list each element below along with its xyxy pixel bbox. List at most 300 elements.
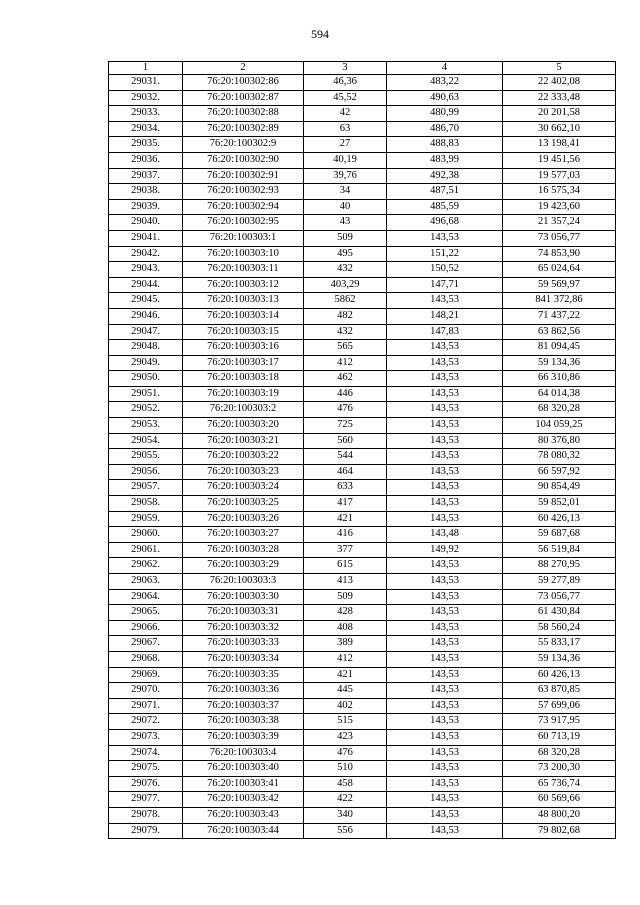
row-number-cell: 29066. — [109, 620, 183, 636]
row-number-cell: 29036. — [109, 152, 183, 168]
table-row — [109, 449, 616, 465]
row-number-cell: 29056. — [109, 464, 183, 480]
area-cell: 416 — [304, 527, 387, 543]
value-cell: 60 569,66 — [503, 792, 616, 808]
rate-cell: 143,53 — [387, 355, 503, 371]
area-cell: 633 — [304, 480, 387, 496]
rate-cell: 143,53 — [387, 714, 503, 730]
column-header: 4 — [387, 62, 503, 75]
cadastral-number-cell: 76:20:100303:19 — [183, 386, 304, 402]
value-cell: 64 014,38 — [503, 386, 616, 402]
table-row — [109, 511, 616, 527]
table-row — [109, 75, 616, 91]
row-number-cell: 29031. — [109, 75, 183, 91]
row-number-cell: 29037. — [109, 168, 183, 184]
cadastral-number-cell: 76:20:100302:88 — [183, 106, 304, 122]
table-row — [109, 371, 616, 387]
table-row — [109, 340, 616, 356]
table-row — [109, 386, 616, 402]
table-row — [109, 230, 616, 246]
column-header: 1 — [109, 62, 183, 75]
row-number-cell: 29076. — [109, 776, 183, 792]
rate-cell: 143,53 — [387, 340, 503, 356]
value-cell: 73 056,77 — [503, 230, 616, 246]
cadastral-number-cell: 76:20:100303:14 — [183, 308, 304, 324]
table-row — [109, 121, 616, 137]
cadastral-number-cell: 76:20:100303:39 — [183, 729, 304, 745]
value-cell: 61 430,84 — [503, 605, 616, 621]
area-cell: 421 — [304, 511, 387, 527]
area-cell: 428 — [304, 605, 387, 621]
table-row — [109, 729, 616, 745]
value-cell: 59 852,01 — [503, 496, 616, 512]
rate-cell: 143,53 — [387, 651, 503, 667]
row-number-cell: 29073. — [109, 729, 183, 745]
value-cell: 79 802,68 — [503, 823, 616, 839]
area-cell: 464 — [304, 464, 387, 480]
rate-cell: 490,63 — [387, 90, 503, 106]
cadastral-number-cell: 76:20:100302:89 — [183, 121, 304, 137]
value-cell: 16 575,34 — [503, 184, 616, 200]
cadastral-number-cell: 76:20:100303:38 — [183, 714, 304, 730]
cadastral-number-cell: 76:20:100303:17 — [183, 355, 304, 371]
rate-cell: 496,68 — [387, 215, 503, 231]
data-table — [108, 61, 616, 839]
rate-cell: 143,53 — [387, 792, 503, 808]
area-cell: 544 — [304, 449, 387, 465]
value-cell: 68 320,28 — [503, 745, 616, 761]
cadastral-number-cell: 76:20:100303:30 — [183, 589, 304, 605]
table-row — [109, 558, 616, 574]
cadastral-number-cell: 76:20:100303:24 — [183, 480, 304, 496]
cadastral-number-cell: 76:20:100303:33 — [183, 636, 304, 652]
rate-cell: 486,70 — [387, 121, 503, 137]
row-number-cell: 29055. — [109, 449, 183, 465]
row-number-cell: 29079. — [109, 823, 183, 839]
row-number-cell: 29047. — [109, 324, 183, 340]
value-cell: 56 519,84 — [503, 542, 616, 558]
rate-cell: 143,53 — [387, 480, 503, 496]
rate-cell: 492,38 — [387, 168, 503, 184]
cadastral-number-cell: 76:20:100303:37 — [183, 698, 304, 714]
area-cell: 340 — [304, 807, 387, 823]
table-row — [109, 605, 616, 621]
table-row — [109, 745, 616, 761]
area-cell: 458 — [304, 776, 387, 792]
rate-cell: 143,53 — [387, 667, 503, 683]
cadastral-number-cell: 76:20:100303:32 — [183, 620, 304, 636]
row-number-cell: 29032. — [109, 90, 183, 106]
cadastral-number-cell: 76:20:100303:4 — [183, 745, 304, 761]
value-cell: 59 569,97 — [503, 277, 616, 293]
area-cell: 27 — [304, 137, 387, 153]
row-number-cell: 29035. — [109, 137, 183, 153]
area-cell: 515 — [304, 714, 387, 730]
table-row — [109, 823, 616, 839]
rate-cell: 147,83 — [387, 324, 503, 340]
rate-cell: 143,53 — [387, 386, 503, 402]
row-number-cell: 29053. — [109, 418, 183, 434]
table-row — [109, 199, 616, 215]
area-cell: 408 — [304, 620, 387, 636]
value-cell: 57 699,06 — [503, 698, 616, 714]
cadastral-number-cell: 76:20:100303:16 — [183, 340, 304, 356]
value-cell: 22 333,48 — [503, 90, 616, 106]
area-cell: 40,19 — [304, 152, 387, 168]
table-row — [109, 651, 616, 667]
value-cell: 60 426,13 — [503, 667, 616, 683]
value-cell: 74 853,90 — [503, 246, 616, 262]
area-cell: 40 — [304, 199, 387, 215]
value-cell: 104 059,25 — [503, 418, 616, 434]
row-number-cell: 29069. — [109, 667, 183, 683]
row-number-cell: 29067. — [109, 636, 183, 652]
area-cell: 63 — [304, 121, 387, 137]
rate-cell: 143,53 — [387, 496, 503, 512]
row-number-cell: 29059. — [109, 511, 183, 527]
table-header — [109, 62, 616, 75]
area-cell: 509 — [304, 589, 387, 605]
row-number-cell: 29044. — [109, 277, 183, 293]
value-cell: 88 270,95 — [503, 558, 616, 574]
cadastral-number-cell: 76:20:100302:95 — [183, 215, 304, 231]
table-row — [109, 355, 616, 371]
area-cell: 725 — [304, 418, 387, 434]
table-row — [109, 402, 616, 418]
value-cell: 59 134,36 — [503, 651, 616, 667]
table-row — [109, 542, 616, 558]
rate-cell: 143,53 — [387, 807, 503, 823]
rate-cell: 483,22 — [387, 75, 503, 91]
cadastral-number-cell: 76:20:100303:43 — [183, 807, 304, 823]
row-number-cell: 29062. — [109, 558, 183, 574]
row-number-cell: 29054. — [109, 433, 183, 449]
area-cell: 412 — [304, 651, 387, 667]
rate-cell: 143,53 — [387, 418, 503, 434]
area-cell: 462 — [304, 371, 387, 387]
cadastral-number-cell: 76:20:100303:13 — [183, 293, 304, 309]
value-cell: 90 854,49 — [503, 480, 616, 496]
value-cell: 80 376,80 — [503, 433, 616, 449]
table-row — [109, 184, 616, 200]
rate-cell: 143,53 — [387, 605, 503, 621]
row-number-cell: 29075. — [109, 761, 183, 777]
area-cell: 615 — [304, 558, 387, 574]
rate-cell: 487,51 — [387, 184, 503, 200]
area-cell: 421 — [304, 667, 387, 683]
value-cell: 78 080,32 — [503, 449, 616, 465]
table-row — [109, 308, 616, 324]
cadastral-number-cell: 76:20:100303:44 — [183, 823, 304, 839]
rate-cell: 143,53 — [387, 761, 503, 777]
row-number-cell: 29068. — [109, 651, 183, 667]
value-cell: 48 800,20 — [503, 807, 616, 823]
value-cell: 59 687,68 — [503, 527, 616, 543]
table-row — [109, 698, 616, 714]
cadastral-number-cell: 76:20:100303:27 — [183, 527, 304, 543]
cadastral-number-cell: 76:20:100303:41 — [183, 776, 304, 792]
rate-cell: 143,53 — [387, 698, 503, 714]
value-cell: 13 198,41 — [503, 137, 616, 153]
cadastral-number-cell: 76:20:100302:86 — [183, 75, 304, 91]
column-header: 3 — [304, 62, 387, 75]
value-cell: 63 862,56 — [503, 324, 616, 340]
value-cell: 19 423,60 — [503, 199, 616, 215]
area-cell: 42 — [304, 106, 387, 122]
rate-cell: 143,53 — [387, 745, 503, 761]
rate-cell: 143,53 — [387, 574, 503, 590]
area-cell: 565 — [304, 340, 387, 356]
row-number-cell: 29060. — [109, 527, 183, 543]
row-number-cell: 29046. — [109, 308, 183, 324]
table-row — [109, 215, 616, 231]
cadastral-number-cell: 76:20:100303:34 — [183, 651, 304, 667]
table-row — [109, 574, 616, 590]
cadastral-number-cell: 76:20:100303:40 — [183, 761, 304, 777]
value-cell: 30 662,10 — [503, 121, 616, 137]
table-row — [109, 683, 616, 699]
value-cell: 19 577,03 — [503, 168, 616, 184]
area-cell: 423 — [304, 729, 387, 745]
table-row — [109, 527, 616, 543]
cadastral-number-cell: 76:20:100302:87 — [183, 90, 304, 106]
rate-cell: 143,53 — [387, 402, 503, 418]
table-row — [109, 480, 616, 496]
cadastral-number-cell: 76:20:100303:28 — [183, 542, 304, 558]
table-row — [109, 792, 616, 808]
value-cell: 20 201,58 — [503, 106, 616, 122]
table-row — [109, 714, 616, 730]
rate-cell: 143,53 — [387, 449, 503, 465]
cadastral-number-cell: 76:20:100302:93 — [183, 184, 304, 200]
table-row — [109, 667, 616, 683]
row-number-cell: 29040. — [109, 215, 183, 231]
value-cell: 59 277,89 — [503, 574, 616, 590]
cadastral-number-cell: 76:20:100303:35 — [183, 667, 304, 683]
area-cell: 495 — [304, 246, 387, 262]
table-row — [109, 807, 616, 823]
table-row — [109, 418, 616, 434]
table-row — [109, 464, 616, 480]
area-cell: 417 — [304, 496, 387, 512]
value-cell: 81 094,45 — [503, 340, 616, 356]
table-row — [109, 324, 616, 340]
page-number: 594 — [311, 27, 329, 41]
cadastral-number-cell: 76:20:100303:42 — [183, 792, 304, 808]
cadastral-number-cell: 76:20:100303:15 — [183, 324, 304, 340]
value-cell: 59 134,36 — [503, 355, 616, 371]
row-number-cell: 29039. — [109, 199, 183, 215]
rate-cell: 143,53 — [387, 230, 503, 246]
value-cell: 73 056,77 — [503, 589, 616, 605]
header-row — [109, 62, 616, 75]
row-number-cell: 29048. — [109, 340, 183, 356]
table-row — [109, 168, 616, 184]
area-cell: 43 — [304, 215, 387, 231]
rate-cell: 485,59 — [387, 199, 503, 215]
rate-cell: 143,53 — [387, 293, 503, 309]
rate-cell: 143,53 — [387, 729, 503, 745]
cadastral-number-cell: 76:20:100303:20 — [183, 418, 304, 434]
table-row — [109, 90, 616, 106]
value-cell: 66 310,86 — [503, 371, 616, 387]
table-body — [109, 75, 616, 839]
rate-cell: 143,53 — [387, 511, 503, 527]
rate-cell: 143,53 — [387, 433, 503, 449]
row-number-cell: 29033. — [109, 106, 183, 122]
rate-cell: 143,53 — [387, 823, 503, 839]
area-cell: 509 — [304, 230, 387, 246]
table-row — [109, 293, 616, 309]
table-row — [109, 262, 616, 278]
area-cell: 432 — [304, 324, 387, 340]
rate-cell: 143,53 — [387, 558, 503, 574]
value-cell: 60 426,13 — [503, 511, 616, 527]
row-number-cell: 29034. — [109, 121, 183, 137]
area-cell: 556 — [304, 823, 387, 839]
column-header: 2 — [183, 62, 304, 75]
area-cell: 432 — [304, 262, 387, 278]
rate-cell: 147,71 — [387, 277, 503, 293]
area-cell: 476 — [304, 402, 387, 418]
area-cell: 413 — [304, 574, 387, 590]
value-cell: 65 736,74 — [503, 776, 616, 792]
area-cell: 402 — [304, 698, 387, 714]
table-row — [109, 277, 616, 293]
row-number-cell: 29041. — [109, 230, 183, 246]
row-number-cell: 29064. — [109, 589, 183, 605]
table-row — [109, 246, 616, 262]
row-number-cell: 29058. — [109, 496, 183, 512]
area-cell: 46,36 — [304, 75, 387, 91]
value-cell: 21 357,24 — [503, 215, 616, 231]
cadastral-number-cell: 76:20:100303:3 — [183, 574, 304, 590]
value-cell: 73 917,95 — [503, 714, 616, 730]
table-row — [109, 589, 616, 605]
cadastral-number-cell: 76:20:100303:12 — [183, 277, 304, 293]
cadastral-number-cell: 76:20:100302:94 — [183, 199, 304, 215]
value-cell: 71 437,22 — [503, 308, 616, 324]
row-number-cell: 29050. — [109, 371, 183, 387]
area-cell: 412 — [304, 355, 387, 371]
row-number-cell: 29070. — [109, 683, 183, 699]
value-cell: 58 560,24 — [503, 620, 616, 636]
value-cell: 22 402,08 — [503, 75, 616, 91]
area-cell: 476 — [304, 745, 387, 761]
row-number-cell: 29043. — [109, 262, 183, 278]
table-row — [109, 620, 616, 636]
cadastral-number-cell: 76:20:100303:2 — [183, 402, 304, 418]
cadastral-number-cell: 76:20:100303:10 — [183, 246, 304, 262]
rate-cell: 151,22 — [387, 246, 503, 262]
table-row — [109, 776, 616, 792]
row-number-cell: 29045. — [109, 293, 183, 309]
value-cell: 66 597,92 — [503, 464, 616, 480]
value-cell: 841 372,86 — [503, 293, 616, 309]
row-number-cell: 29052. — [109, 402, 183, 418]
cadastral-number-cell: 76:20:100303:18 — [183, 371, 304, 387]
rate-cell: 143,53 — [387, 683, 503, 699]
value-cell: 65 024,64 — [503, 262, 616, 278]
rate-cell: 143,53 — [387, 464, 503, 480]
row-number-cell: 29072. — [109, 714, 183, 730]
value-cell: 55 833,17 — [503, 636, 616, 652]
rate-cell: 143,53 — [387, 371, 503, 387]
rate-cell: 150,52 — [387, 262, 503, 278]
row-number-cell: 29065. — [109, 605, 183, 621]
area-cell: 389 — [304, 636, 387, 652]
row-number-cell: 29077. — [109, 792, 183, 808]
area-cell: 45,52 — [304, 90, 387, 106]
table-row — [109, 152, 616, 168]
cadastral-number-cell: 76:20:100303:22 — [183, 449, 304, 465]
rate-cell: 148,21 — [387, 308, 503, 324]
cadastral-number-cell: 76:20:100303:26 — [183, 511, 304, 527]
value-cell: 63 870,85 — [503, 683, 616, 699]
rate-cell: 483,99 — [387, 152, 503, 168]
table-row — [109, 106, 616, 122]
row-number-cell: 29042. — [109, 246, 183, 262]
cadastral-number-cell: 76:20:100303:31 — [183, 605, 304, 621]
value-cell: 68 320,28 — [503, 402, 616, 418]
area-cell: 422 — [304, 792, 387, 808]
area-cell: 482 — [304, 308, 387, 324]
cadastral-number-cell: 76:20:100303:21 — [183, 433, 304, 449]
row-number-cell: 29071. — [109, 698, 183, 714]
rate-cell: 143,53 — [387, 776, 503, 792]
area-cell: 377 — [304, 542, 387, 558]
rate-cell: 488,83 — [387, 137, 503, 153]
table-row — [109, 636, 616, 652]
row-number-cell: 29049. — [109, 355, 183, 371]
row-number-cell: 29051. — [109, 386, 183, 402]
cadastral-number-cell: 76:20:100302:9 — [183, 137, 304, 153]
cadastral-number-cell: 76:20:100302:91 — [183, 168, 304, 184]
rate-cell: 143,53 — [387, 620, 503, 636]
row-number-cell: 29061. — [109, 542, 183, 558]
table-row — [109, 137, 616, 153]
value-cell: 19 451,56 — [503, 152, 616, 168]
area-cell: 445 — [304, 683, 387, 699]
cadastral-number-cell: 76:20:100303:36 — [183, 683, 304, 699]
area-cell: 5862 — [304, 293, 387, 309]
rate-cell: 143,53 — [387, 589, 503, 605]
row-number-cell: 29063. — [109, 574, 183, 590]
area-cell: 510 — [304, 761, 387, 777]
area-cell: 39,76 — [304, 168, 387, 184]
rate-cell: 143,48 — [387, 527, 503, 543]
rate-cell: 480,99 — [387, 106, 503, 122]
area-cell: 403,29 — [304, 277, 387, 293]
area-cell: 446 — [304, 386, 387, 402]
column-header: 5 — [503, 62, 616, 75]
row-number-cell: 29078. — [109, 807, 183, 823]
table-row — [109, 761, 616, 777]
value-cell: 73 200,30 — [503, 761, 616, 777]
row-number-cell: 29074. — [109, 745, 183, 761]
cadastral-number-cell: 76:20:100302:90 — [183, 152, 304, 168]
rate-cell: 149,92 — [387, 542, 503, 558]
cadastral-number-cell: 76:20:100303:25 — [183, 496, 304, 512]
area-cell: 560 — [304, 433, 387, 449]
table-row — [109, 433, 616, 449]
cadastral-number-cell: 76:20:100303:23 — [183, 464, 304, 480]
rate-cell: 143,53 — [387, 636, 503, 652]
row-number-cell: 29057. — [109, 480, 183, 496]
cadastral-number-cell: 76:20:100303:29 — [183, 558, 304, 574]
cadastral-number-cell: 76:20:100303:11 — [183, 262, 304, 278]
area-cell: 34 — [304, 184, 387, 200]
